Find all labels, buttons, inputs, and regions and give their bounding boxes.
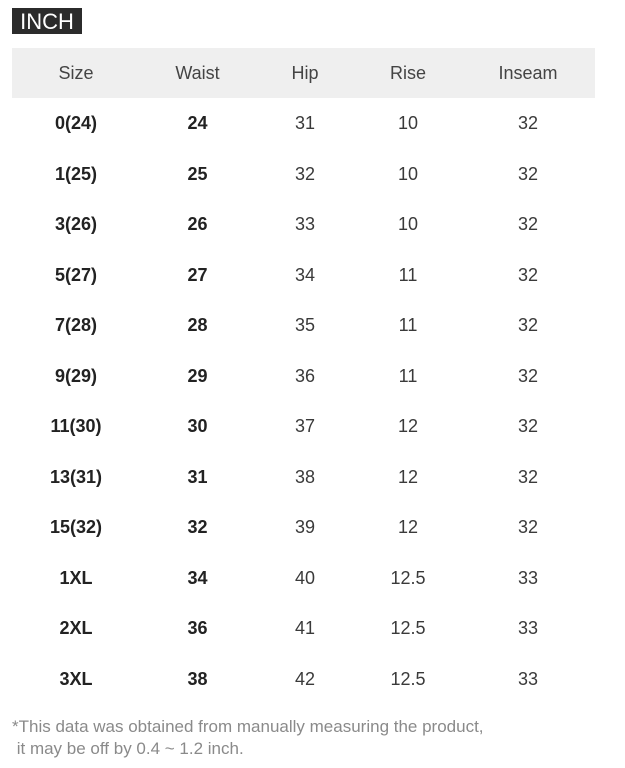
cell-rise: 11 [398,365,418,386]
cell-inseam: 32 [517,264,539,285]
cell-size: 7(28) [54,315,98,335]
cell-waist: 30 [187,416,208,436]
cell-size: 9(29) [54,365,98,386]
header-rise: Rise [389,63,426,83]
cell-inseam: 32 [517,113,539,133]
cell-waist: 29 [187,365,208,386]
cell-inseam: 33 [517,567,539,588]
table-row [12,553,595,604]
cell-size: 1(25) [54,163,98,184]
footnote [12,716,484,760]
footnote-line-2: it may be off by 0.4 ~ 1.2 inch. [12,739,244,758]
cell-rise: 10 [397,214,419,234]
cell-rise: 12.5 [390,668,426,689]
unit-label: INCH [12,8,82,34]
cell-size: 13(31) [49,466,103,487]
cell-size: 5(27) [54,264,98,285]
cell-waist: 28 [187,315,208,335]
header-inseam: Inseam [498,63,558,83]
cell-inseam: 32 [517,466,539,487]
cell-size: 2XL [59,618,93,638]
table-row [12,654,595,705]
table-row [12,300,595,351]
cell-waist: 27 [187,264,208,285]
cell-waist: 24 [187,113,208,133]
cell-inseam: 32 [517,517,539,537]
table-row [12,98,595,149]
cell-rise: 12 [397,466,419,487]
table-row [12,250,595,301]
table-row [12,351,595,402]
size-table [12,48,595,704]
cell-hip: 34 [294,264,316,285]
cell-waist: 34 [187,567,208,588]
table-row [12,603,595,654]
cell-rise: 12 [397,517,419,537]
header-size: Size [58,63,94,83]
cell-hip: 36 [294,365,316,386]
cell-inseam: 32 [517,416,539,436]
cell-waist: 38 [187,668,208,689]
cell-hip: 32 [294,163,316,184]
cell-hip: 39 [294,517,316,537]
cell-size: 15(32) [49,517,103,537]
cell-hip: 42 [294,668,316,689]
cell-waist: 26 [187,214,208,234]
cell-inseam: 32 [517,315,539,335]
table-header [12,48,595,98]
table-row [12,452,595,503]
cell-hip: 35 [294,315,316,335]
cell-rise: 12.5 [390,567,426,588]
header-hip: Hip [291,63,319,83]
cell-rise: 10 [397,163,419,184]
cell-hip: 40 [294,567,316,588]
cell-waist: 31 [187,466,208,487]
footnote-line-1: *This data was obtained from manually measuring the product, [12,717,484,736]
cell-inseam: 32 [517,214,539,234]
table-row [12,199,595,250]
cell-hip: 33 [294,214,316,234]
table-row [12,502,595,553]
cell-hip: 37 [294,416,316,436]
table-row [12,149,595,200]
cell-rise: 10 [397,113,419,133]
table-row [12,401,595,452]
cell-size: 1XL [59,567,93,588]
cell-inseam: 32 [517,365,539,386]
cell-waist: 25 [187,163,208,184]
cell-size: 0(24) [54,113,98,133]
cell-rise: 12 [397,416,419,436]
cell-waist: 32 [187,517,208,537]
header-waist: Waist [175,63,220,83]
cell-hip: 31 [294,113,316,133]
cell-waist: 36 [187,618,208,638]
cell-hip: 38 [294,466,316,487]
cell-size: 11(30) [50,416,102,436]
cell-size: 3(26) [54,214,98,234]
cell-size: 3XL [59,668,93,689]
cell-rise: 11 [398,315,418,335]
cell-inseam: 33 [517,618,539,638]
cell-rise: 12.5 [390,618,426,638]
cell-hip: 41 [294,618,316,638]
cell-inseam: 33 [517,668,539,689]
cell-inseam: 32 [517,163,539,184]
table-body [12,98,595,704]
cell-rise: 11 [398,264,418,285]
